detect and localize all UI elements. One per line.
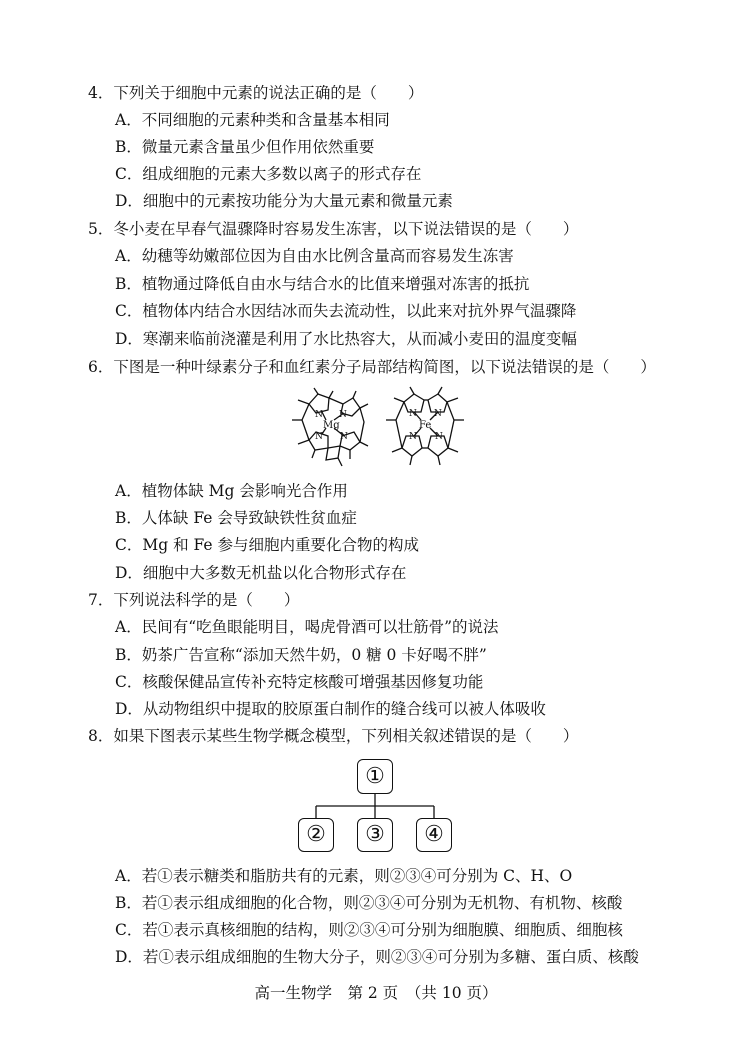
question-7-option-c: C．核酸保健品宣传补充特定核酸可增强基因修复功能 [115, 673, 484, 691]
concept-node-4: ④ [416, 818, 452, 852]
heme-structure-figure [384, 386, 466, 470]
heme-n-label-4: N [435, 432, 443, 442]
question-7-option-a: A．民间有“吃鱼眼能明目，喝虎骨酒可以壮筋骨”的说法 [115, 618, 499, 636]
question-7-stem: 7．下列说法科学的是（ ） [88, 591, 300, 609]
heme-n-label-2: N [434, 409, 442, 419]
question-6-option-b: B．人体缺 Fe 会导致缺铁性贫血症 [115, 509, 357, 527]
question-6-option-a: A．植物体缺 Mg 会影响光合作用 [115, 482, 348, 500]
question-4-stem: 4．下列关于细胞中元素的说法正确的是（ ） [88, 84, 424, 102]
question-5-option-a: A．幼穗等幼嫩部位因为自由水比例含量高而容易发生冻害 [115, 247, 514, 265]
page-footer: 高一生物学 第 2 页 （共 10 页） [254, 984, 498, 1002]
chlorophyll-n-label-2: N [339, 410, 347, 420]
question-5-option-d: D．寒潮来临前浇灌是利用了水比热容大，从而减小麦田的温度变幅 [115, 330, 577, 348]
question-8-stem: 8．如果下图表示某些生物学概念模型，下列相关叙述错误的是（ ） [88, 727, 579, 745]
question-4-option-a: A．不同细胞的元素种类和含量基本相同 [115, 111, 390, 129]
question-6-stem: 6．下图是一种叶绿素分子和血红素分子局部结构简图，以下说法错误的是（ ） [88, 358, 656, 376]
chlorophyll-structure-figure [288, 386, 370, 470]
question-6-option-c: C．Mg 和 Fe 参与细胞内重要化合物的构成 [115, 536, 420, 554]
question-8-option-d: D．若①表示组成细胞的生物大分子，则②③④可分别为多糖、蛋白质、核酸 [115, 948, 639, 966]
question-5-option-c: C．植物体内结合水因结冰而失去流动性，以此来对抗外界气温骤降 [115, 302, 577, 320]
question-4-option-b: B．微量元素含量虽少但作用依然重要 [115, 138, 375, 156]
concept-node-3: ③ [357, 818, 393, 852]
heme-n-label-3: N [409, 432, 417, 442]
question-8-option-a: A．若①表示糖类和脂肪共有的元素，则②③④可分别为 C、H、O [115, 867, 573, 885]
question-7-option-d: D．从动物组织中提取的胶原蛋白制作的缝合线可以被人体吸收 [115, 700, 546, 718]
question-5-option-b: B．植物通过降低自由水与结合水的比值来增强对冻害的抵抗 [115, 275, 530, 293]
chlorophyll-n-label-4: N [340, 432, 348, 442]
heme-n-label-1: N [409, 409, 417, 419]
question-6-option-d: D．细胞中大多数无机盐以化合物形式存在 [115, 564, 407, 582]
question-7-option-b: B．奶茶广告宣称“添加天然牛奶，0 糖 0 卡好喝不胖” [115, 646, 487, 664]
chlorophyll-metal-label: Mg [323, 420, 340, 431]
concept-node-1: ① [357, 759, 393, 794]
question-8-option-b: B．若①表示组成细胞的化合物，则②③④可分别为无机物、有机物、核酸 [115, 894, 623, 912]
heme-metal-label: Fe [419, 420, 432, 431]
chlorophyll-n-label-1: N [315, 410, 323, 420]
concept-node-2: ② [298, 818, 334, 852]
question-4-option-c: C．组成细胞的元素大多数以离子的形式存在 [115, 165, 422, 183]
question-4-option-d: D．细胞中的元素按功能分为大量元素和微量元素 [115, 192, 453, 210]
chlorophyll-n-label-3: N [315, 432, 323, 442]
question-5-stem: 5．冬小麦在早春气温骤降时容易发生冻害，以下说法错误的是（ ） [88, 220, 579, 238]
question-8-option-c: C．若①表示真核细胞的结构，则②③④可分别为细胞膜、细胞质、细胞核 [115, 921, 623, 939]
concept-model-diagram [296, 758, 456, 854]
